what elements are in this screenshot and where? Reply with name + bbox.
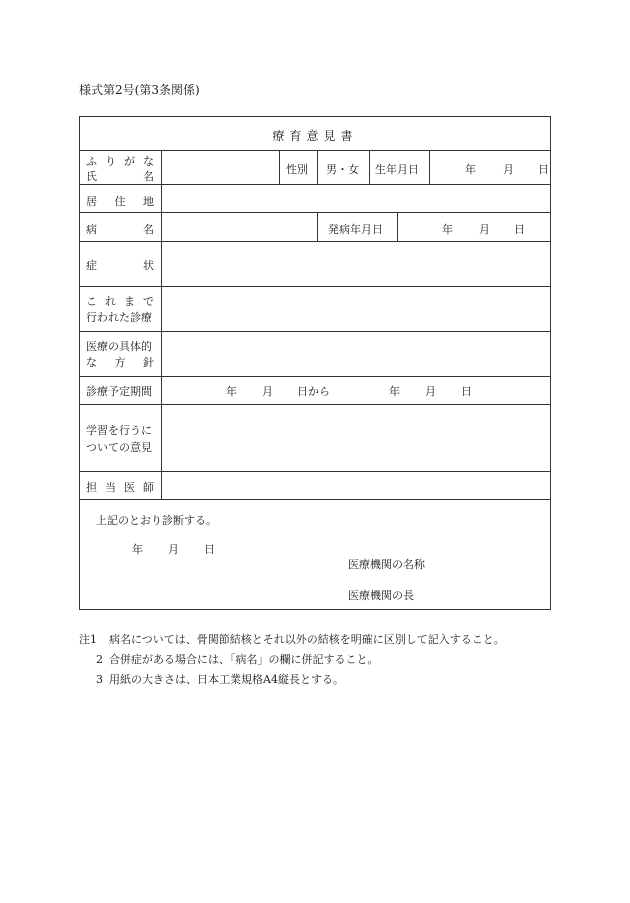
note-mark: 注1	[79, 633, 97, 646]
note-text: 病名については、骨関節結核とそれ以外の結核を明確に区別して記入すること。	[109, 633, 505, 646]
period-start-year: 年	[226, 385, 237, 398]
opinion-form-table	[79, 116, 551, 610]
label-column-divider	[161, 150, 162, 499]
birth-date-month: 月	[503, 163, 514, 176]
study-opinion-label-line1: 学習を行うに	[86, 424, 152, 437]
policy-label-line2	[86, 354, 154, 370]
column-divider	[317, 212, 318, 241]
furigana-text: ふ り が な	[86, 155, 154, 168]
row-divider	[80, 404, 550, 405]
period-start-day-from: 日から	[297, 385, 330, 398]
birth-date-day: 日	[538, 163, 549, 176]
institution-head-label: 医療機関の長	[348, 589, 414, 602]
row-divider	[80, 241, 550, 242]
row-divider	[80, 150, 550, 151]
column-divider	[397, 212, 398, 241]
period-end-day: 日	[461, 385, 472, 398]
furigana-label	[86, 153, 154, 169]
onset-date-month: 月	[479, 223, 490, 236]
row-divider	[80, 286, 550, 287]
name-text: 氏 名	[86, 170, 154, 183]
symptoms-label	[86, 257, 154, 273]
period-end-month: 月	[425, 385, 436, 398]
note-text: 合併症がある場合には、「病名」の欄に併記すること。	[109, 653, 379, 666]
row-divider	[80, 376, 550, 377]
birth-date-label: 生年月日	[375, 163, 419, 176]
period-start-month: 月	[262, 385, 273, 398]
past-treatment-text-1: こ れ ま で	[86, 295, 154, 308]
symptoms-text: 症 状	[86, 259, 154, 272]
address-label	[86, 193, 154, 209]
note-item	[79, 630, 505, 650]
row-divider	[80, 471, 550, 472]
column-divider	[279, 150, 280, 184]
onset-date-label: 発病年月日	[328, 223, 383, 236]
certification-year: 年	[132, 543, 143, 556]
note-text: 用紙の大きさは、日本工業規格A4縦長とする。	[109, 673, 344, 686]
onset-date-year: 年	[442, 223, 453, 236]
doctor-text: 担 当 医 師	[86, 481, 154, 494]
onset-date-day: 日	[514, 223, 525, 236]
doctor-label	[86, 479, 154, 495]
policy-text-2: な 方 針	[86, 356, 154, 369]
certification-statement: 上記のとおり診断する。	[96, 514, 217, 527]
certification-day: 日	[204, 543, 215, 556]
row-divider	[80, 499, 550, 500]
note-item	[79, 650, 505, 670]
column-divider	[317, 150, 318, 184]
disease-name-text: 病 名	[86, 223, 154, 236]
institution-name-label: 医療機関の名称	[348, 558, 425, 571]
column-divider	[369, 150, 370, 184]
address-text: 居 住 地	[86, 195, 154, 208]
planned-period-label: 診療予定期間	[86, 385, 152, 398]
form-number: 様式第2号(第3条関係)	[79, 83, 200, 97]
row-divider	[80, 184, 550, 185]
row-divider	[80, 212, 550, 213]
name-label	[86, 168, 154, 184]
row-divider	[80, 331, 550, 332]
notes-section	[79, 630, 505, 690]
study-opinion-label-line2: ついての意見	[86, 441, 152, 454]
policy-label-line1: 医療の具体的	[86, 340, 152, 353]
disease-name-label	[86, 221, 154, 237]
note-item	[79, 670, 505, 690]
note-mark: 3	[96, 673, 103, 686]
past-treatment-label-line2: 行われた診療	[86, 311, 152, 324]
birth-date-year: 年	[465, 163, 476, 176]
note-mark: 2	[96, 653, 103, 666]
past-treatment-label-line1	[86, 293, 154, 309]
sex-label: 性別	[286, 163, 308, 176]
column-divider	[429, 150, 430, 184]
sex-options[interactable]: 男・女	[326, 163, 359, 176]
certification-month: 月	[168, 543, 179, 556]
period-end-year: 年	[389, 385, 400, 398]
form-title: 療育意見書	[272, 129, 358, 143]
